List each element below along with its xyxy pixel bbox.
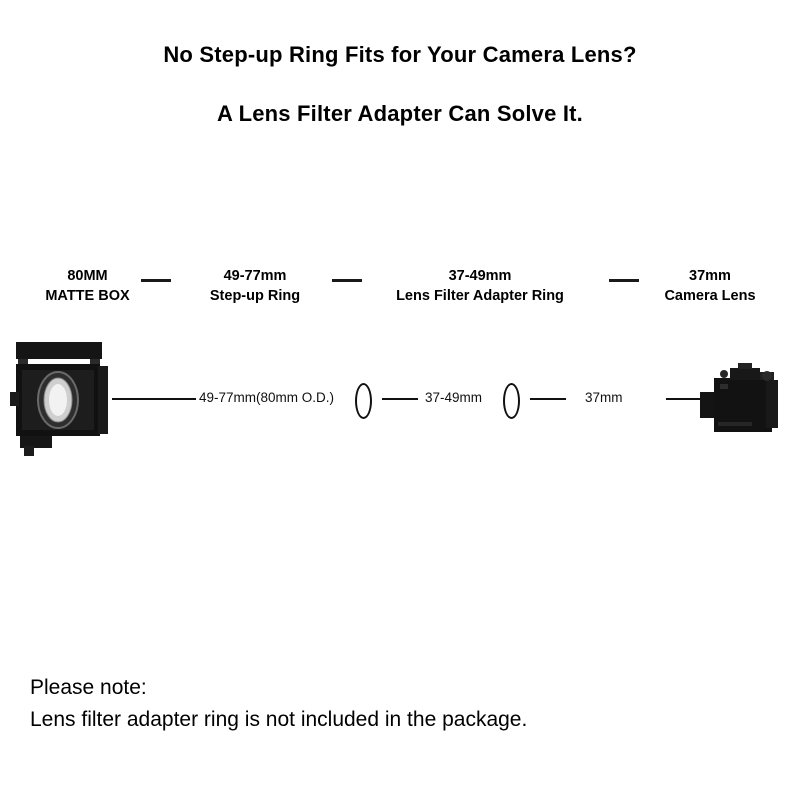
spec-stepup-to-adapter: 37-49mm [425,390,483,405]
label-adapter-ring-line2: Lens Filter Adapter Ring [396,288,564,304]
label-step-up-ring [160,266,350,306]
label-camera-lens-line2: Camera Lens [664,288,756,304]
label-step-up-ring-line2: Step-up Ring [209,288,301,304]
please-note-block [30,672,527,736]
connector-line-3 [530,398,566,400]
label-adapter-ring-line1: 37-49mm [448,268,512,284]
spec-matte-to-stepup: 49-77mm(80mm O.D.) [199,390,335,405]
label-matte-box-line1: 80MM [67,268,108,284]
connector-line-2 [382,398,418,400]
spec-adapter-to-lens: 37mm [585,390,623,405]
connector-line-1 [112,398,196,400]
step-up-ring-icon [355,383,372,419]
note-text: Lens filter adapter ring is not included in the package. [30,708,528,731]
note-title: Please note: [30,676,147,699]
headline-primary: No Step-up Ring Fits for Your Camera Lens? [163,42,637,67]
label-camera-lens [620,266,800,306]
connector-line-4 [666,398,702,400]
camera-icon [700,354,792,446]
assembly-diagram [0,330,800,470]
label-adapter-ring [345,266,615,306]
label-camera-lens-line1: 37mm [689,268,731,284]
matte-box-icon [10,340,115,460]
lens-filter-adapter-ring-icon [503,383,520,419]
label-step-up-ring-line1: 49-77mm [223,268,287,284]
label-matte-box-line2: MATTE BOX [45,288,130,304]
headline-secondary: A Lens Filter Adapter Can Solve It. [217,101,583,126]
label-matte-box [0,266,175,306]
